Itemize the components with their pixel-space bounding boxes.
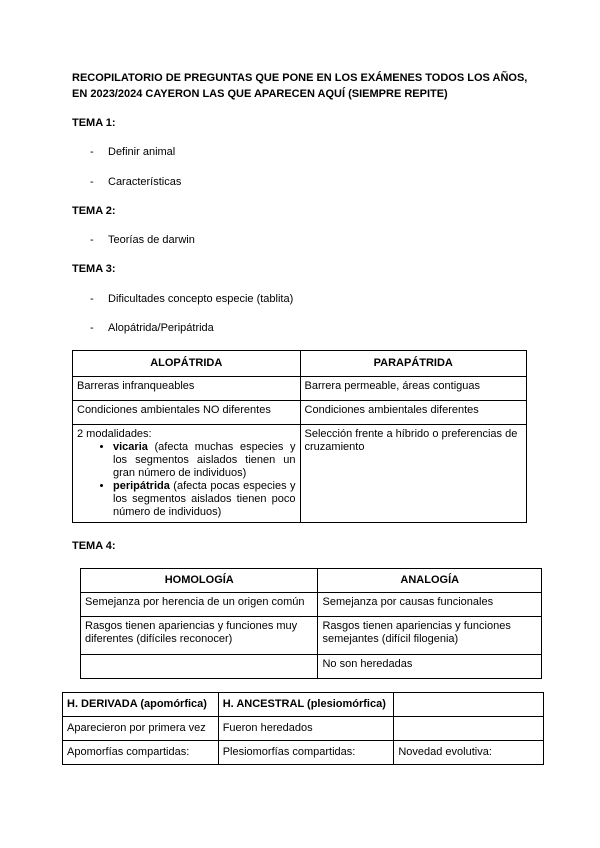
dash: - bbox=[90, 293, 94, 305]
list-item bbox=[90, 146, 175, 158]
tema4-heading: TEMA 4: bbox=[72, 540, 116, 552]
list-item bbox=[113, 441, 296, 480]
list-item bbox=[90, 176, 181, 188]
table-cell: Plesiomorfías compartidas: bbox=[218, 741, 394, 765]
table-cell bbox=[394, 717, 544, 741]
tema3-heading: TEMA 3: bbox=[72, 263, 116, 275]
dash: - bbox=[90, 176, 94, 188]
table-cell: Barrera permeable, áreas contiguas bbox=[300, 377, 526, 401]
table-header: HOMOLOGÍA bbox=[81, 569, 318, 593]
table-header: ANALOGÍA bbox=[318, 569, 542, 593]
modalidades-intro: 2 modalidades: bbox=[77, 428, 152, 440]
homologia-tipos-table bbox=[62, 692, 544, 765]
term: vicaria bbox=[113, 441, 148, 453]
alopatrida-parapatrida-table bbox=[72, 350, 527, 523]
table-cell bbox=[73, 425, 301, 523]
list-item bbox=[90, 234, 195, 246]
table-header: ALOPÁTRIDA bbox=[73, 351, 301, 377]
table-cell: Fueron heredados bbox=[218, 717, 394, 741]
homologia-analogia-table bbox=[80, 568, 542, 679]
list-item-text: Características bbox=[108, 176, 182, 188]
table-cell bbox=[81, 655, 318, 679]
list-item bbox=[90, 293, 293, 305]
table-header: H. ANCESTRAL (plesiomórfica) bbox=[218, 693, 394, 717]
list-item bbox=[113, 480, 296, 519]
dash: - bbox=[90, 146, 94, 158]
dash: - bbox=[90, 234, 94, 246]
list-item-text: Definir animal bbox=[108, 146, 176, 158]
table-cell: Rasgos tienen apariencias y funciones muy diferentes (difíciles reconocer) bbox=[81, 617, 318, 655]
list-item bbox=[90, 322, 214, 334]
modalidades-list bbox=[77, 441, 296, 519]
table-cell: Barreras infranqueables bbox=[73, 377, 301, 401]
table-header: PARAPÁTRIDA bbox=[300, 351, 526, 377]
term: peripátrida bbox=[113, 480, 170, 492]
table-cell: Condiciones ambientales NO diferentes bbox=[73, 401, 301, 425]
table-cell: Condiciones ambientales diferentes bbox=[300, 401, 526, 425]
table-cell: Semejanza por causas funcionales bbox=[318, 593, 542, 617]
tema1-heading: TEMA 1: bbox=[72, 117, 116, 129]
table-cell: Semejanza por herencia de un origen común bbox=[81, 593, 318, 617]
list-item-text: Alopátrida/Peripátrida bbox=[108, 322, 214, 334]
table-cell: Apomorfías compartidas: bbox=[63, 741, 219, 765]
table-header bbox=[394, 693, 544, 717]
table-cell: Rasgos tienen apariencias y funciones semejantes (difícil filogenia) bbox=[318, 617, 542, 655]
dash: - bbox=[90, 322, 94, 334]
table-cell: Novedad evolutiva: bbox=[394, 741, 544, 765]
table-cell: Selección frente a híbrido o preferencias de cruzamiento bbox=[300, 425, 526, 523]
term-description: (afecta pocas especies y los segmentos aislados tienen poco número de individuos) bbox=[113, 480, 296, 518]
table-cell: No son heredadas bbox=[318, 655, 542, 679]
term-description: (afecta muchas especies y los segmentos aislados tienen un gran número de individuos) bbox=[113, 441, 296, 479]
page-title: RECOPILATORIO DE PREGUNTAS QUE PONE EN LOS EXÁMENES TODOS LOS AÑOS, EN 2023/2024 CAYERON LAS QUE APARECEN AQUÍ (SIEMPRE REPITE) bbox=[72, 72, 528, 100]
list-item-text: Dificultades concepto especie (tablita) bbox=[108, 293, 294, 305]
list-item-text: Teorías de darwin bbox=[108, 234, 195, 246]
table-cell: Aparecieron por primera vez bbox=[63, 717, 219, 741]
table-header: H. DERIVADA (apomórfica) bbox=[63, 693, 219, 717]
tema2-heading: TEMA 2: bbox=[72, 205, 116, 217]
